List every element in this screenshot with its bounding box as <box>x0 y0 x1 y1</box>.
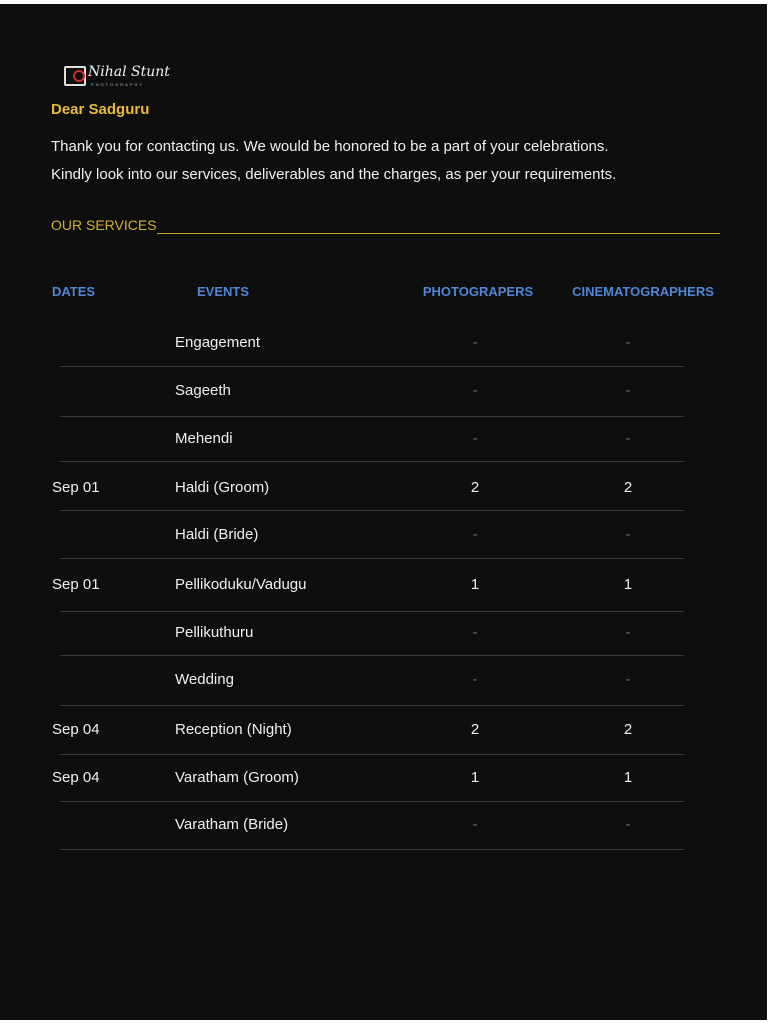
intro-line-1: Thank you for contacting us. We would be honored to be a part of your celebrations. <box>51 138 609 155</box>
header-dates: DATES <box>52 284 96 299</box>
row-divider <box>60 416 684 417</box>
row-divider <box>60 558 684 559</box>
date-cell: Sep 04 <box>52 769 100 786</box>
table-row <box>0 520 767 550</box>
cinematographers-cell: - <box>625 430 631 447</box>
services-title: OUR SERVICES <box>51 217 157 233</box>
cinematographers-cell: - <box>625 526 631 543</box>
event-cell: Pellikoduku/Vadugu <box>175 576 307 593</box>
table-row <box>0 424 767 454</box>
photographers-cell: 1 <box>470 769 480 786</box>
event-cell: Varatham (Groom) <box>175 769 299 786</box>
photographers-cell: - <box>472 816 478 833</box>
table-row <box>0 570 767 600</box>
photographers-cell: 2 <box>470 479 480 496</box>
event-cell: Mehendi <box>175 430 233 447</box>
lens-icon <box>73 70 85 82</box>
photographers-cell: - <box>472 671 478 688</box>
header-events: EVENTS <box>197 284 250 299</box>
photographers-cell: - <box>472 334 478 351</box>
photographers-cell: - <box>472 430 478 447</box>
table-row <box>0 618 767 648</box>
logo-subtitle: PHOTOGRAPHY <box>91 82 145 87</box>
event-cell: Varatham (Bride) <box>175 816 289 833</box>
row-divider <box>60 655 684 656</box>
event-cell: Pellikuthuru <box>175 624 254 641</box>
row-divider <box>60 705 684 706</box>
event-cell: Reception (Night) <box>175 721 292 738</box>
cinematographers-cell: - <box>625 671 631 688</box>
photographers-cell: - <box>472 526 478 543</box>
row-divider <box>60 849 684 850</box>
photographers-cell: 2 <box>470 721 480 738</box>
table-row <box>0 473 767 503</box>
event-cell: Haldi (Bride) <box>175 526 259 543</box>
row-divider <box>60 510 684 511</box>
cinematographers-cell: - <box>625 334 631 351</box>
event-cell: Sageeth <box>175 382 231 399</box>
row-divider <box>60 801 684 802</box>
services-rule <box>157 233 720 234</box>
row-divider <box>60 754 684 755</box>
cinematographers-cell: 2 <box>623 479 633 496</box>
table-row <box>0 763 767 793</box>
cinematographers-cell: 1 <box>623 769 633 786</box>
row-divider <box>60 366 684 367</box>
intro-line-2: Kindly look into our services, deliverables and the charges, as per your requirements. <box>51 166 617 183</box>
table-row <box>0 715 767 745</box>
event-cell: Engagement <box>175 334 261 351</box>
cinematographers-cell: - <box>625 624 631 641</box>
table-row <box>0 810 767 840</box>
photographers-cell: - <box>472 382 478 399</box>
greeting: Dear Sadguru <box>51 101 150 118</box>
event-cell: Wedding <box>175 671 234 688</box>
cinematographers-cell: - <box>625 382 631 399</box>
row-divider <box>60 461 684 462</box>
date-cell: Sep 04 <box>52 721 100 738</box>
brand-logo <box>64 64 170 90</box>
photographers-cell: - <box>472 624 478 641</box>
cinematographers-cell: 2 <box>623 721 633 738</box>
header-photographers: PHOTOGRAPERS <box>422 284 534 299</box>
table-row <box>0 665 767 695</box>
document-page <box>0 4 767 1020</box>
header-cinematographers: CINEMATOGRAPHERS <box>572 284 714 299</box>
date-cell: Sep 01 <box>52 576 100 593</box>
row-divider <box>60 611 684 612</box>
photographers-cell: 1 <box>470 576 480 593</box>
cinematographers-cell: - <box>625 816 631 833</box>
event-cell: Haldi (Groom) <box>175 479 270 496</box>
date-cell: Sep 01 <box>52 479 100 496</box>
logo-script: Nihal Stunt <box>88 64 170 80</box>
table-row <box>0 376 767 406</box>
cinematographers-cell: 1 <box>623 576 633 593</box>
table-row <box>0 328 767 358</box>
